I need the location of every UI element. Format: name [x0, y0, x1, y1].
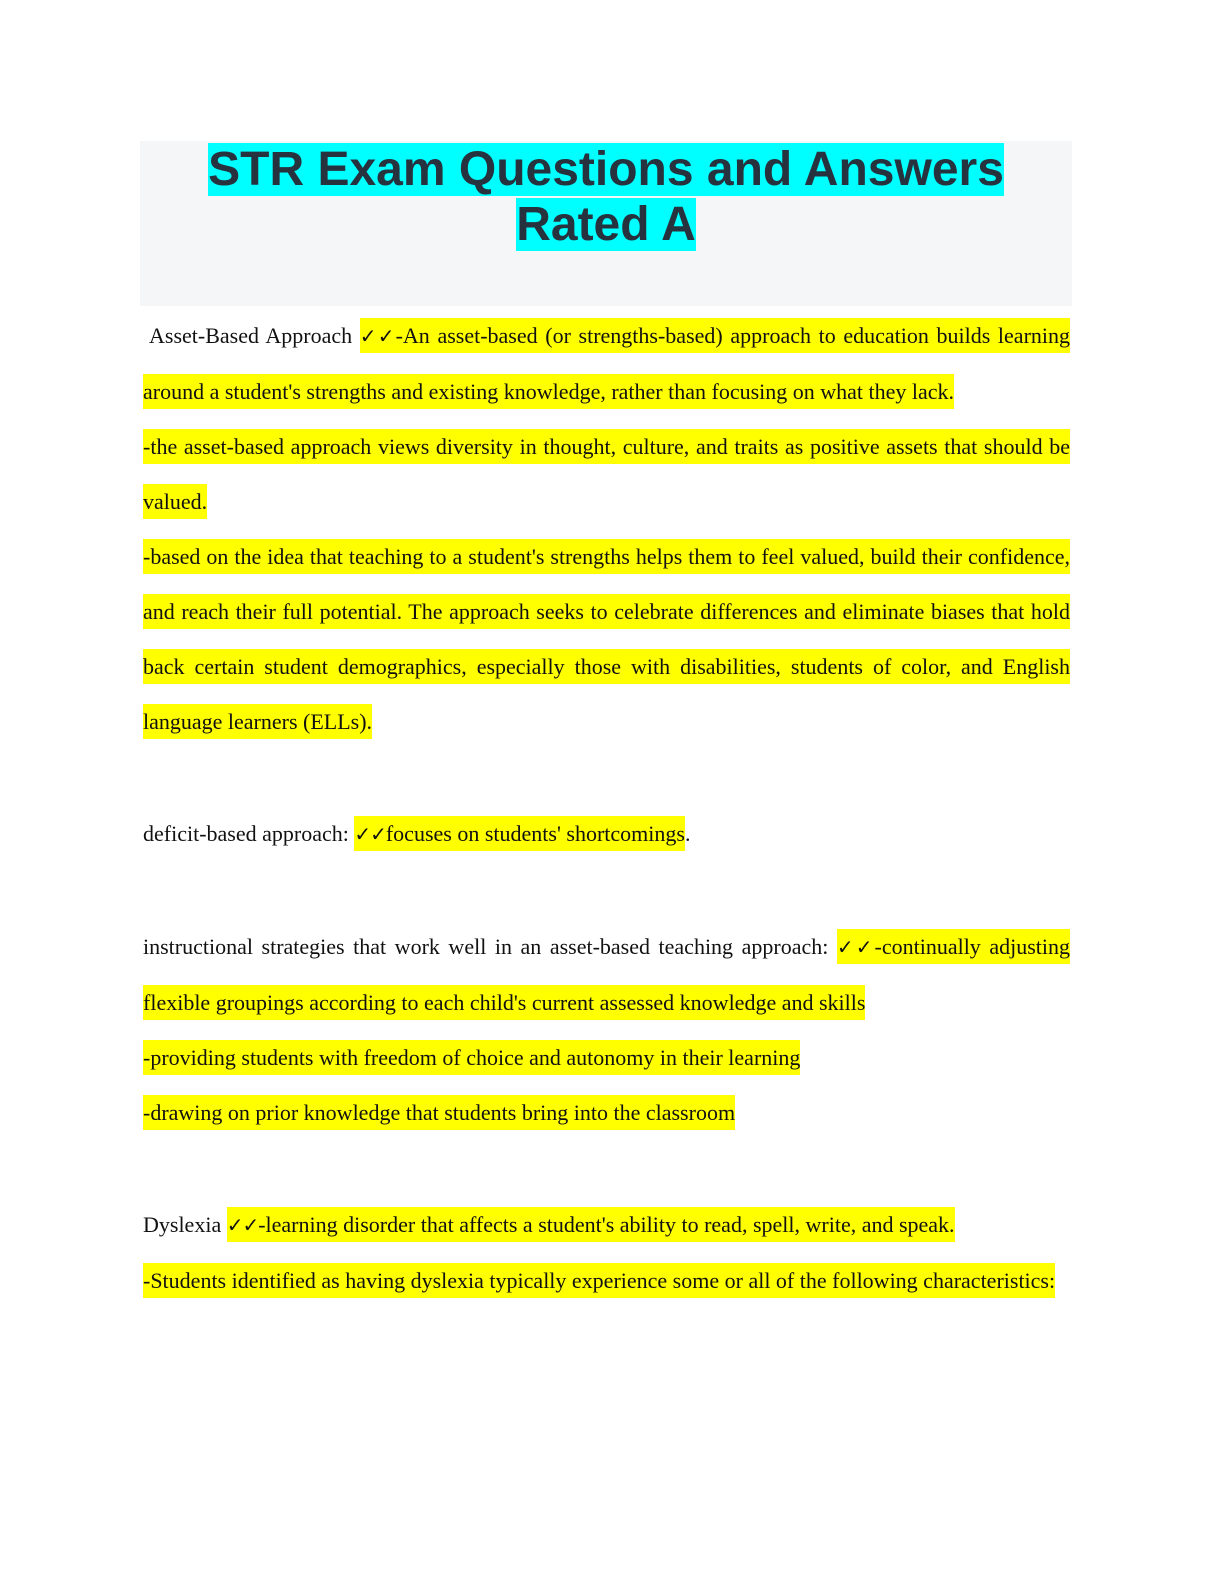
entry-deficit-based: [143, 806, 1070, 862]
spacer: [143, 1140, 1070, 1197]
entry-definition-continued: -based on the idea that teaching to a student's strengths helps them to feel valued, build their confidence, and reach their full potential. The approach seeks to celebrate differences and eliminate biases that hold back certain student demographics, especially those with disabilities, students of color, and English language learners (ELLs).: [143, 529, 1070, 749]
entry-term: Asset-Based Approach: [149, 323, 353, 348]
entry-term: instructional strategies that work well in an asset-based teaching approach:: [143, 934, 829, 959]
entry-instructional-strategies: [143, 919, 1070, 1030]
check-mark-icon: ✓✓: [226, 1213, 259, 1237]
check-mark-icon: ✓✓: [836, 935, 875, 959]
entry-definition: ✓✓-An asset-based (or strengths-based) approach to education builds learning around a student's strengths and existing knowledge, rather than focusing on what they lack.: [143, 318, 1070, 409]
entry-definition-continued: -the asset-based approach views diversity in thought, culture, and traits as positive assets that should be valued.: [143, 419, 1070, 529]
title-band: [140, 141, 1072, 306]
document-body: [143, 308, 1070, 1308]
entry-definition-continued: -drawing on prior knowledge that students bring into the classroom: [143, 1085, 1070, 1140]
spacer: [143, 749, 1070, 806]
document-title: [140, 141, 1072, 252]
entry-definition: ✓✓-learning disorder that affects a student's ability to read, spell, write, and speak.: [227, 1207, 955, 1242]
check-mark-icon: ✓✓: [354, 822, 386, 846]
title-line-1: STR Exam Questions and Answers: [208, 143, 1004, 196]
entry-asset-based: [143, 308, 1070, 419]
entry-term: deficit-based approach:: [143, 821, 349, 846]
entry-definition: ✓✓focuses on students' shortcomings: [354, 816, 685, 851]
entry-definition-continued: -Students identified as having dyslexia typically experience some or all of the following characteristics:: [143, 1253, 1070, 1308]
entry-definition: ✓✓-continually adjusting flexible groupings according to each child's current assessed knowledge and skills: [143, 929, 1070, 1020]
entry-dyslexia: [143, 1197, 1070, 1253]
entry-term: Dyslexia: [143, 1212, 222, 1237]
check-mark-icon: ✓✓: [359, 324, 396, 348]
title-line-2: Rated A: [516, 198, 696, 251]
spacer: [143, 862, 1070, 919]
trailing-period: .: [684, 821, 691, 846]
entry-definition-continued: -providing students with freedom of choice and autonomy in their learning: [143, 1030, 1070, 1085]
